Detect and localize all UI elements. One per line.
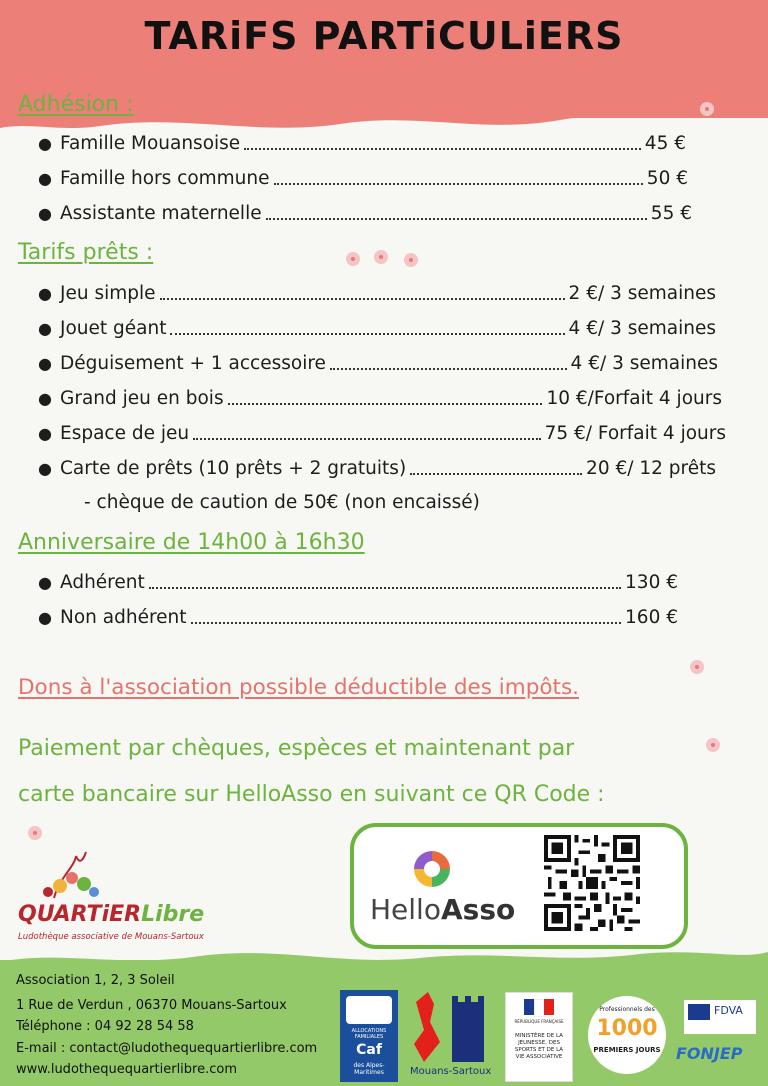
dons-notice: Dons à l'association possible déductible des impôts. xyxy=(18,675,579,700)
flower-decoration xyxy=(346,252,360,266)
bullet-icon: ● xyxy=(38,283,52,303)
list-item: ● Déguisement + 1 accessoire 4 €/ 3 semaines xyxy=(38,352,718,374)
mouans-sartoux-label: Mouans-Sartoux xyxy=(410,1066,492,1077)
fdva-logo: FDVA xyxy=(684,1000,756,1034)
bullet-icon: ● xyxy=(38,203,52,223)
page-title: TARiFS PARTiCULiERS xyxy=(144,14,624,58)
flower-decoration xyxy=(404,253,418,267)
bullet-icon: ● xyxy=(38,353,52,373)
logo-subtitle: Ludothèque associative de Mouans-Sartoux xyxy=(18,932,204,942)
flower-decoration xyxy=(28,826,42,840)
payment-line-2: carte bancaire sur HelloAsso en suivant ce QR Code : xyxy=(18,782,605,807)
list-item: ● Espace de jeu 75 €/ Forfait 4 jours xyxy=(38,422,726,444)
section-adhesion-heading: Adhésion : xyxy=(18,92,134,117)
list-item: ● Grand jeu en bois 10 €/Forfait 4 jours xyxy=(38,387,722,409)
footer-phone: Téléphone : 04 92 28 54 58 xyxy=(16,1019,194,1034)
bullet-icon: ● xyxy=(38,318,52,338)
bullet-icon: ● xyxy=(38,133,52,153)
helloasso-wordmark: HelloAsso xyxy=(370,893,516,926)
bullet-icon: ● xyxy=(38,572,52,592)
list-item: ● Famille hors commune 50 € xyxy=(38,167,688,189)
bullet-icon: ● xyxy=(38,607,52,627)
list-item: ● Adhérent 130 € xyxy=(38,571,678,593)
payment-line-1: Paiement par chèques, espèces et maintenant par xyxy=(18,736,575,761)
list-item: ● Jeu simple 2 €/ 3 semaines xyxy=(38,282,716,304)
footer-website[interactable]: www.ludothequequartierlibre.com xyxy=(16,1062,237,1077)
list-item: ● Famille Mouansoise 45 € xyxy=(38,132,686,154)
section-anniversaire-heading: Anniversaire de 14h00 à 16h30 xyxy=(18,530,365,555)
caf-logo: ALLOCATIONS FAMILIALES Caf des Alpes-Maritimes xyxy=(340,990,398,1082)
helloasso-box[interactable] xyxy=(350,823,688,949)
footer-address: 1 Rue de Verdun , 06370 Mouans-Sartoux xyxy=(16,998,287,1013)
footer-email[interactable]: E-mail : contact@ludothequequartierlibre.com xyxy=(16,1041,318,1056)
bullet-icon: ● xyxy=(38,388,52,408)
list-item: ● Carte de prêts (10 prêts + 2 gratuits) 20 €/ 12 prêts xyxy=(38,457,716,479)
bullet-icon: ● xyxy=(38,458,52,478)
mouans-sartoux-logo xyxy=(410,992,490,1064)
helloasso-logo-icon xyxy=(410,847,454,891)
section-prets-heading: Tarifs prêts : xyxy=(18,240,154,265)
caution-note: - chèque de caution de 50€ (non encaissé) xyxy=(84,492,480,513)
quartier-libre-wordmark: QUARTiERLibre xyxy=(18,902,205,927)
flower-decoration xyxy=(700,102,714,116)
ministere-logo: RÉPUBLIQUE FRANÇAISE MINISTÈRE DE LA JEUNESSE, DES SPORTS ET DE LA VIE ASSOCIATIVE xyxy=(505,992,573,1082)
flower-decoration xyxy=(690,660,704,674)
bullet-icon: ● xyxy=(38,423,52,443)
list-item: ● Assistante maternelle 55 € xyxy=(38,202,692,224)
fonjep-logo: FONJEP xyxy=(676,1044,743,1063)
list-item: ● Non adhérent 160 € xyxy=(38,606,678,628)
footer-association: Association 1, 2, 3 Soleil xyxy=(16,973,175,988)
list-item: ● Jouet géant 4 €/ 3 semaines xyxy=(38,317,716,339)
mille-premiers-jours-logo: Professionnels des 1000 PREMIERS JOURS xyxy=(588,996,666,1074)
qr-code-icon[interactable] xyxy=(544,835,640,931)
bullet-icon: ● xyxy=(38,168,52,188)
flower-decoration xyxy=(374,250,388,264)
